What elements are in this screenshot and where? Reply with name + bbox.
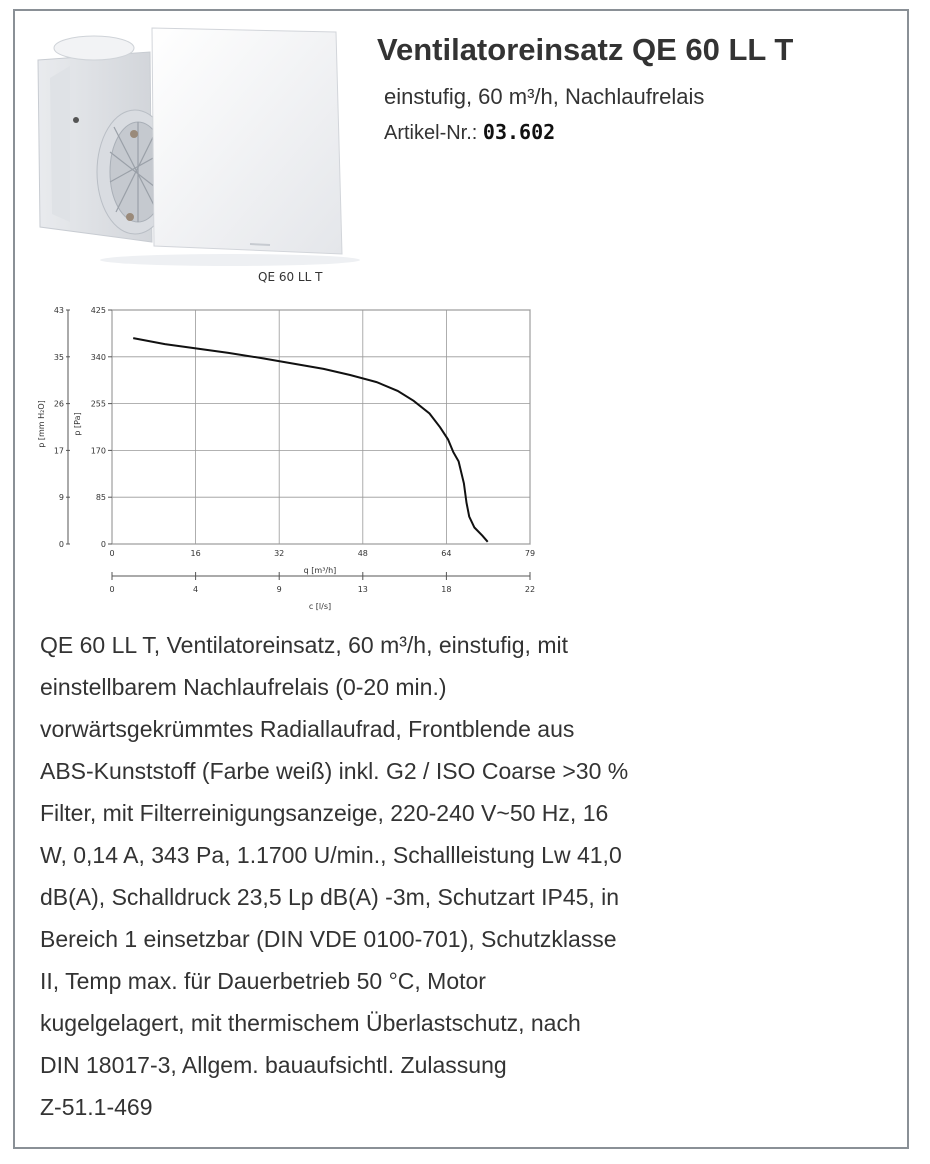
description-line: Bereich 1 einsetzbar (DIN VDE 0100-701), Schutzklasse	[40, 926, 617, 952]
y2-tick-label: 0	[58, 540, 64, 549]
description-line: II, Temp max. für Dauerbetrieb 50 °C, Motor	[40, 968, 486, 994]
y-tick-label: 0	[100, 540, 106, 549]
y2-tick-label: 43	[53, 306, 64, 315]
description-line: dB(A), Schalldruck 23,5 Lp dB(A) -3m, Schutzart IP45, in	[40, 884, 620, 910]
y-tick-label: 340	[90, 352, 106, 362]
product-subtitle: einstufig, 60 m³/h, Nachlaufrelais	[384, 84, 705, 109]
x-tick-label: 79	[524, 549, 536, 558]
description-line: QE 60 LL T, Ventilatoreinsatz, 60 m³/h, einstufig, mit	[40, 632, 568, 658]
description-line: W, 0,14 A, 343 Pa, 1.1700 U/min., Schallleistung Lw 41,0	[40, 842, 622, 868]
x-axis-label: q [m³/h]	[303, 566, 337, 575]
x-tick-label: 48	[357, 549, 368, 558]
x2-tick-label: 13	[357, 585, 368, 594]
x-tick-label: 16	[190, 549, 201, 558]
y2-tick-label: 17	[53, 446, 64, 456]
y-axis-label: p [Pa]	[73, 412, 82, 436]
y2-tick-label: 35	[53, 352, 64, 362]
x2-tick-label: 22	[524, 585, 536, 594]
x-tick-label: 32	[274, 549, 285, 558]
x-tick-label: 0	[109, 549, 115, 558]
secondary-x-axis-label: c [l/s]	[308, 602, 332, 611]
product-description	[40, 624, 760, 1128]
y-tick-label: 255	[90, 399, 106, 409]
description-line: einstellbarem Nachlaufrelais (0-20 min.)	[40, 674, 447, 700]
description-line: vorwärtsgekrümmtes Radiallaufrad, Frontblende aus	[40, 716, 575, 742]
x2-tick-label: 9	[276, 585, 282, 594]
x2-tick-label: 0	[109, 585, 115, 594]
performance-chart	[37, 296, 550, 616]
secondary-y-axis-label: p [mm H₂O]	[37, 400, 46, 448]
description-line: Filter, mit Filterreinigungsanzeige, 220-240 V~50 Hz, 16	[40, 800, 609, 826]
description-line: DIN 18017-3, Allgem. bauaufsichtl. Zulassung	[40, 1052, 507, 1078]
performance-curve	[133, 338, 488, 542]
description-line: Z-51.1-469	[40, 1094, 153, 1120]
x2-tick-label: 4	[193, 585, 199, 594]
description-line: kugelgelagert, mit thermischem Überlastschutz, nach	[40, 1010, 581, 1036]
y2-tick-label: 26	[53, 399, 64, 409]
y-tick-label: 170	[90, 446, 106, 456]
product-title: Ventilatoreinsatz QE 60 LL T	[377, 32, 794, 67]
x-tick-label: 64	[441, 549, 452, 558]
y-tick-label: 85	[95, 493, 106, 503]
y2-tick-label: 9	[58, 493, 64, 503]
article-number-label: Artikel-Nr.:	[384, 122, 478, 144]
product-image-caption: QE 60 LL T	[258, 270, 323, 284]
y-tick-label: 425	[90, 306, 106, 315]
article-number	[384, 120, 555, 145]
product-image	[30, 22, 370, 272]
chart-axes	[66, 310, 530, 580]
article-number-value: 03.602	[482, 120, 556, 144]
x2-tick-label: 18	[441, 585, 452, 594]
description-line: ABS-Kunststoff (Farbe weiß) inkl. G2 / ISO Coarse >30 %	[40, 758, 629, 784]
